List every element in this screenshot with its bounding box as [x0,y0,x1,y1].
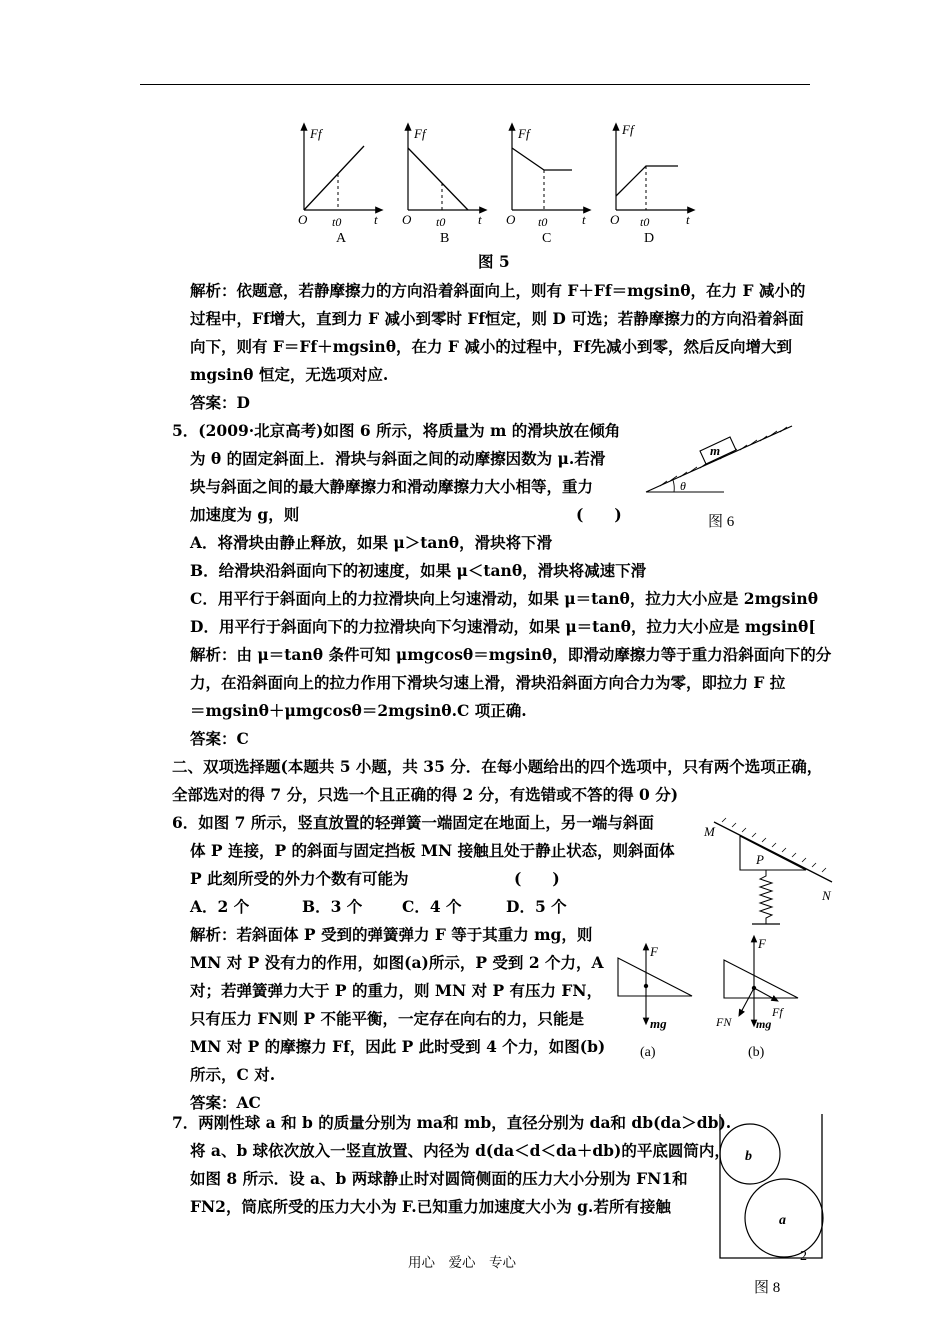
svg-text:t: t [582,212,586,227]
figure-6-caption: 图 6 [708,514,735,530]
q5-option-a: A．将滑块由静止释放，如果 μ＞tanθ，滑块将下滑 [190,533,553,552]
ball-a-label: a [779,1213,786,1228]
q6-option-a: A．2 个 [190,897,250,916]
block-m-label: m [710,443,721,458]
q4-analysis-line-1: 解析：依题意，若静摩擦力的方向沿着斜面向上，则有 F＋Ff＝mgsinθ，在力 F 减小的 [190,281,806,300]
section-2-line-1: 二、双项选择题(本题共 5 小题，共 35 分．在每小题给出的四个选项中，只有两个选项正确， [172,757,823,776]
q4-analysis-line-3: 向下，则有 F＝Ff＋mgsinθ，在力 F 减小的过程中，Ff先减小到零，然后反向增大到 [190,337,793,356]
header-rule [140,84,810,85]
graph-c [506,126,588,246]
q4-analysis-line-2: 过程中，Ff增大，直到力 F 减小到零时 Ff恒定，则 D 可选；若静摩擦力的方向沿着斜面 [190,309,804,328]
svg-text:t0: t0 [538,215,548,229]
svg-text:t0: t0 [436,215,446,229]
section-2-line-2: 全部选对的得 7 分，只选一个且正确的得 2 分，有选错或不答的得 0 分) [172,785,679,804]
wedge-p-label: P [756,852,764,867]
ball-b-label: b [745,1149,752,1164]
q5-answer-bracket: ( ) [576,505,622,524]
q5-stem-line-2: 为 θ 的固定斜面上．滑块与斜面之间的动摩擦因数为 μ.若滑 [190,449,606,468]
axis-label-ff: Ff [310,126,322,141]
q6-answer-bracket: ( ) [514,869,560,888]
q6-answer: 答案：AC [190,1093,261,1112]
svg-text:t: t [686,212,690,227]
q4-analysis-line-4: mgsinθ 恒定，无选项对应. [190,365,389,384]
svg-text:F: F [650,944,658,959]
q6-analysis-line-1: 解析：若斜面体 P 受到的弹簧弹力 F 等于其重力 mg，则 [190,925,593,944]
graph-label-b: B [440,231,450,246]
board-n-label: N [822,888,831,903]
svg-text:O: O [610,212,620,227]
figure-5-caption: 图 5 [478,252,510,271]
graph-b [402,126,484,246]
q5-option-b: B．给滑块沿斜面向下的初速度，如果 μ＜tanθ，滑块将减速下滑 [190,561,647,580]
q6-stem-line-1: 6．如图 7 所示，竖直放置的轻弹簧一端固定在地面上，另一端与斜面 [172,813,654,832]
svg-text:mg: mg [756,1017,772,1031]
svg-text:Ff: Ff [518,126,530,141]
q7-stem-line-3: 如图 8 所示．设 a、b 两球静止时对圆筒侧面的压力大小分别为 FN1和 [190,1169,688,1188]
q5-stem-line-1: 5．(2009·北京高考)如图 6 所示，将质量为 m 的滑块放在倾角 [172,421,621,440]
page-number: 2 [800,1249,807,1264]
figure-7b-free-body [704,928,814,1062]
q7-stem-line-1: 7．两刚性球 a 和 b 的质量分别为 ma和 mb，直径分别为 da和 db(da＞db). [172,1113,732,1132]
q5-analysis-line-1: 解析：由 μ＝tanθ 条件可知 μmgcosθ＝mgsinθ，即滑动摩擦力等于重力沿斜面向下的分 [190,645,832,664]
q5-stem-line-4: 加速度为 g，则 [190,505,300,524]
angle-theta-label: θ [680,479,686,493]
svg-text:mg: mg [650,1016,667,1031]
q5-analysis-line-2: 力，在沿斜面向上的拉力作用下滑块匀速上滑，滑块沿斜面方向合力为零，即拉力 F 拉 [190,673,786,692]
q5-stem-line-3: 块与斜面之间的最大静摩擦力和滑动摩擦力大小相等，重力 [190,477,594,496]
svg-text:t0: t0 [332,215,342,229]
q5-analysis-line-3: ＝mgsinθ＋μmgcosθ＝2mgsinθ.C 项正确. [190,701,527,720]
svg-text:t: t [374,212,378,227]
graph-a [298,126,380,246]
q5-answer: 答案：C [190,729,249,748]
figure-5-graphs [288,118,708,246]
q5-option-c: C．用平行于斜面向上的力拉滑块向上匀速滑动，如果 μ＝tanθ，拉力大小应是 2mgsinθ [190,589,819,608]
figure-7a-free-body [612,940,702,1062]
svg-text:F: F [758,936,766,951]
q7-stem-line-2: 将 a、b 球依次放入一竖直放置、内径为 d(da＜d＜da＋db)的平底圆筒内， [190,1141,730,1160]
q4-answer: 答案：D [190,393,250,412]
q6-stem-line-3: P 此刻所受的外力个数有可能为 [190,869,409,888]
svg-text:Ff: Ff [622,122,634,137]
graph-label-c: C [542,231,552,246]
svg-text:t0: t0 [640,215,650,229]
q6-stem-line-2: 体 P 连接，P 的斜面与固定挡板 MN 接触且处于静止状态，则斜面体 [190,841,675,860]
svg-text:O: O [402,212,412,227]
page-footer: 用心 爱心 专心 [408,1255,516,1271]
svg-text:Ff: Ff [414,126,426,141]
figure-8-caption: 图 8 [754,1280,781,1296]
figure-7a-label: (a) [640,1045,656,1060]
q6-analysis-line-3: 对；若弹簧弹力大于 P 的重力，则 MN 对 P 有压力 FN， [190,981,603,1000]
q6-option-c: C．4 个 [402,897,462,916]
svg-text:t: t [478,212,482,227]
q5-option-d: D．用平行于斜面向下的力拉滑块向下匀速滑动，如果 μ＝tanθ，拉力大小应是 mgsinθ[ [190,617,816,636]
svg-text:Ff: Ff [772,1005,783,1019]
svg-text:FN: FN [716,1015,732,1029]
board-m-label: M [704,824,715,839]
q7-stem-line-4: FN2，筒底所受的压力大小为 F.已知重力加速度大小为 g.若所有接触 [190,1197,671,1216]
graph-label-a: A [336,231,347,246]
q6-analysis-line-2: MN 对 P 没有力的作用，如图(a)所示，P 受到 2 个力，A [190,953,604,972]
q6-option-d: D．5 个 [506,897,567,916]
graph-label-d: D [644,231,655,246]
svg-text:O: O [298,212,308,227]
q6-analysis-line-5: MN 对 P 的摩擦力 Ff，因此 P 此时受到 4 个力，如图(b) [190,1037,606,1056]
svg-text:O: O [506,212,516,227]
figure-7b-label: (b) [748,1045,765,1060]
q6-analysis-line-6: 所示，C 对. [190,1065,276,1084]
q6-analysis-line-4: 只有压力 FN则 P 不能平衡，一定存在向右的力，只能是 [190,1009,585,1028]
figure-8-cylinder-balls [712,1112,830,1262]
graph-d [610,122,692,246]
q6-option-b: B．3 个 [302,897,363,916]
